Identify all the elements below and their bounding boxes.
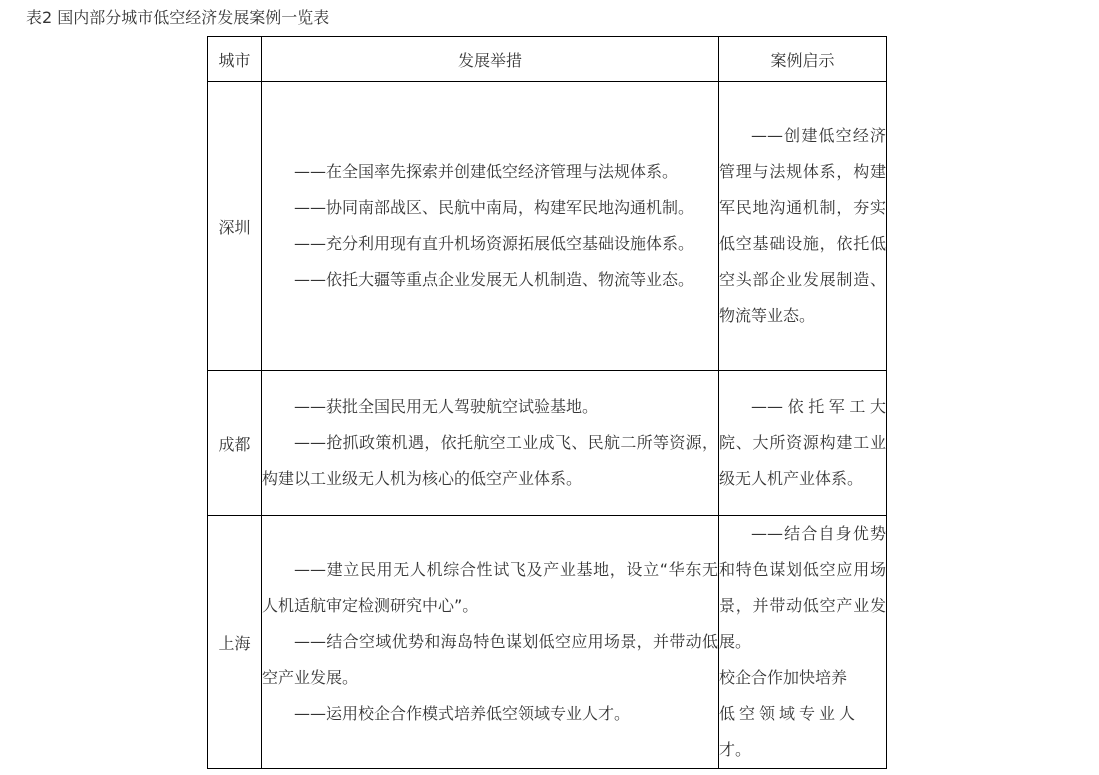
measure-item: ——充分利用现有直升机场资源拓展低空基础设施体系。 (294, 234, 695, 253)
city-cell: 上海 (208, 516, 262, 769)
insight-text: 低空领域专业人 (719, 704, 860, 723)
measure-item: ——运用校企合作模式培养低空领域专业人才。 (294, 704, 631, 723)
insight-text: ——创建低空经济管理与法规体系，构建军民地沟通机制，夯实低空基础设施，依托低空头部企业发展制造、物流等业态。 (719, 126, 886, 325)
insight-text: ——结合自身优势和特色谋划低空应用场景，并带动低空产业发展。 (719, 524, 886, 651)
header-measures: 发展举措 (262, 37, 719, 82)
insight-text: ——依托军工大院、大所资源构建工业级无人机产业体系。 (719, 397, 886, 488)
table-header-row (208, 37, 887, 82)
measure-item: ——建立民用无人机综合性试飞及产业基地，设立“华东无人机适航审定检测研究中心”。 (262, 560, 718, 615)
insight-cell (719, 371, 887, 516)
measures-cell (262, 82, 719, 371)
city-cell: 深圳 (208, 82, 262, 371)
measure-item: ——依托大疆等重点企业发展无人机制造、物流等业态。 (294, 270, 695, 289)
insight-text: 校企合作加快培养 (719, 668, 848, 687)
measure-item: ——协同南部战区、民航中南局，构建军民地沟通机制。 (294, 198, 695, 217)
city-cases-table (207, 36, 887, 769)
measure-item: ——结合空域优势和海岛特色谋划低空应用场景，并带动低空产业发展。 (262, 632, 718, 687)
measure-item: ——在全国率先探索并创建低空经济管理与法规体系。 (294, 162, 679, 181)
table-row-chengdu (208, 371, 887, 516)
measure-item: ——抢抓政策机遇，依托航空工业成飞、民航二所等资源，构建以工业级无人机为核心的低空产业体系。 (262, 433, 718, 488)
table-row-shanghai (208, 516, 887, 769)
measure-item: ——获批全国民用无人驾驶航空试验基地。 (294, 397, 599, 416)
table-caption: 表2 国内部分城市低空经济发展案例一览表 (26, 8, 330, 27)
measures-cell (262, 516, 719, 769)
insight-cell (719, 82, 887, 371)
header-insight: 案例启示 (719, 37, 887, 82)
table-row-shenzhen (208, 82, 887, 371)
insight-cell (719, 516, 887, 769)
measures-cell (262, 371, 719, 516)
city-cell: 成都 (208, 371, 262, 516)
insight-text: 才。 (719, 740, 752, 759)
header-city: 城市 (208, 37, 262, 82)
